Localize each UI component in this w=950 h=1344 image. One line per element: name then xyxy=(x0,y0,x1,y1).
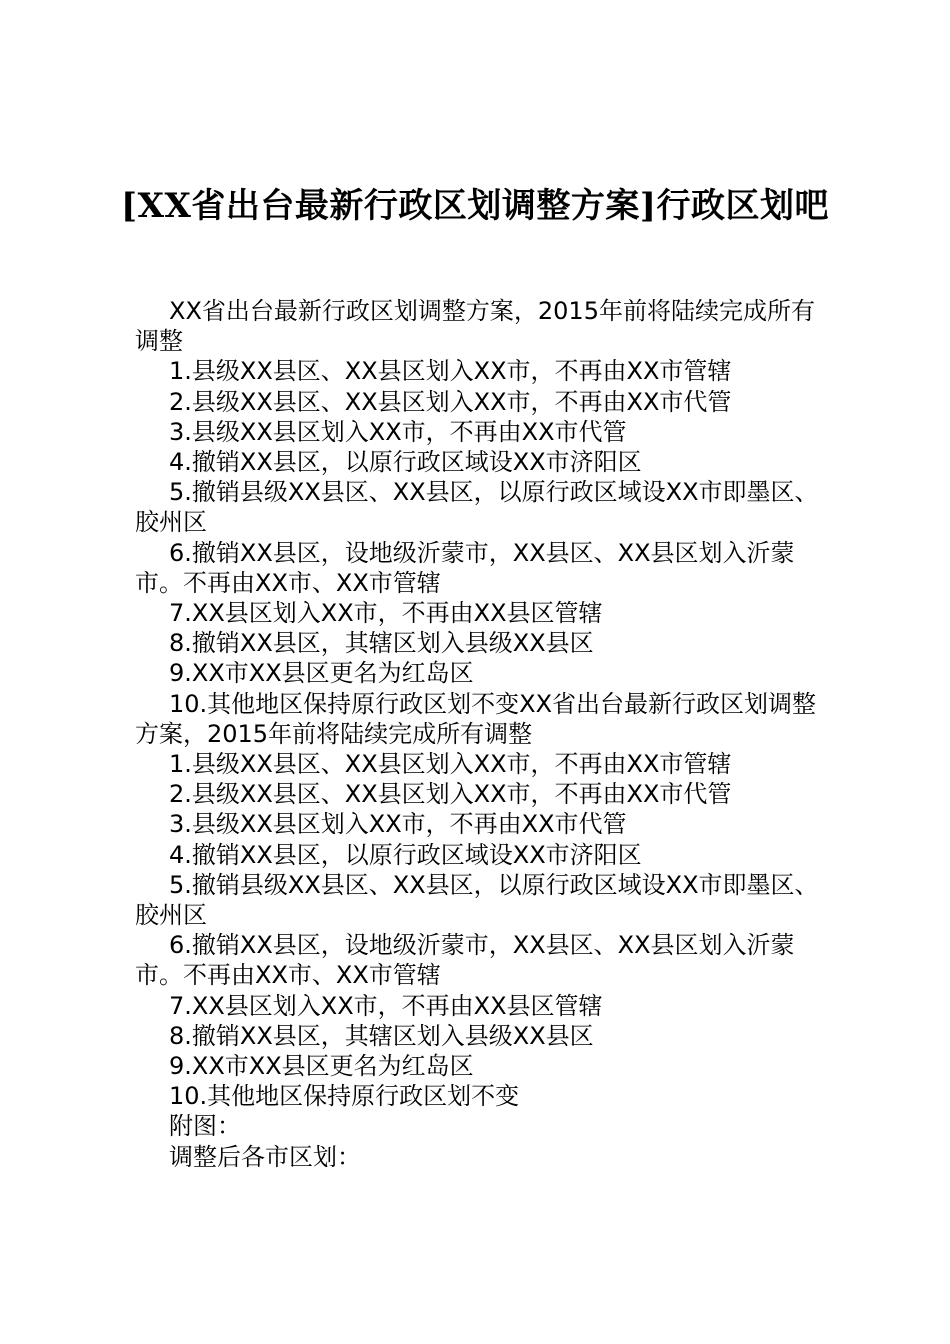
paragraph: 9.XX市XX县区更名为红岛区 xyxy=(169,659,474,688)
paragraph: 8.撤销XX县区，其辖区划入县级XX县区 xyxy=(169,629,594,658)
paragraph: 7.XX县区划入XX市，不再由XX县区管辖 xyxy=(169,991,603,1020)
paragraph: XX省出台最新行政区划调整方案，2015年前将陆续完成所有调整 xyxy=(135,297,815,356)
paragraph: 10.其他地区保持原行政区划不变 xyxy=(169,1082,520,1111)
document-title: [XX省出台最新行政区划调整方案]行政区划吧 xyxy=(121,186,829,226)
paragraph: 9.XX市XX县区更名为红岛区 xyxy=(169,1052,474,1081)
paragraph: 2.县级XX县区、XX县区划入XX市，不再由XX市代管 xyxy=(169,780,732,809)
paragraph: 1.县级XX县区、XX县区划入XX市，不再由XX市管辖 xyxy=(169,750,732,779)
paragraph: 10.其他地区保持原行政区划不变XX省出台最新行政区划调整方案，2015年前将陆续完成所有调整 xyxy=(135,689,817,748)
paragraph: 6.撤销XX县区，设地级沂蒙市，XX县区、XX县区划入沂蒙市。不再由XX市、XX市管辖 xyxy=(135,931,795,990)
paragraph: 6.撤销XX县区，设地级沂蒙市，XX县区、XX县区划入沂蒙市。不再由XX市、XX市管辖 xyxy=(135,538,795,597)
paragraph: 4.撤销XX县区，以原行政区域设XX市济阳区 xyxy=(169,448,642,477)
paragraph: 3.县级XX县区划入XX市，不再由XX市代管 xyxy=(169,417,627,446)
paragraph: 8.撤销XX县区，其辖区划入县级XX县区 xyxy=(169,1021,594,1050)
document-body xyxy=(135,296,830,1172)
paragraph: 3.县级XX县区划入XX市，不再由XX市代管 xyxy=(169,810,627,839)
paragraph: 2.县级XX县区、XX县区划入XX市，不再由XX市代管 xyxy=(169,387,732,416)
paragraph: 7.XX县区划入XX市，不再由XX县区管辖 xyxy=(169,599,603,628)
paragraph: 附图： xyxy=(169,1112,241,1141)
paragraph: 4.撤销XX县区，以原行政区域设XX市济阳区 xyxy=(169,840,642,869)
paragraph: 1.县级XX县区、XX县区划入XX市，不再由XX市管辖 xyxy=(169,357,732,386)
paragraph: 调整后各市区划： xyxy=(169,1142,361,1171)
paragraph: 5.撤销县级XX县区、XX县区，以原行政区域设XX市即墨区、胶州区 xyxy=(135,870,819,930)
paragraph: 5.撤销县级XX县区、XX县区，以原行政区域设XX市即墨区、胶州区 xyxy=(135,478,819,537)
